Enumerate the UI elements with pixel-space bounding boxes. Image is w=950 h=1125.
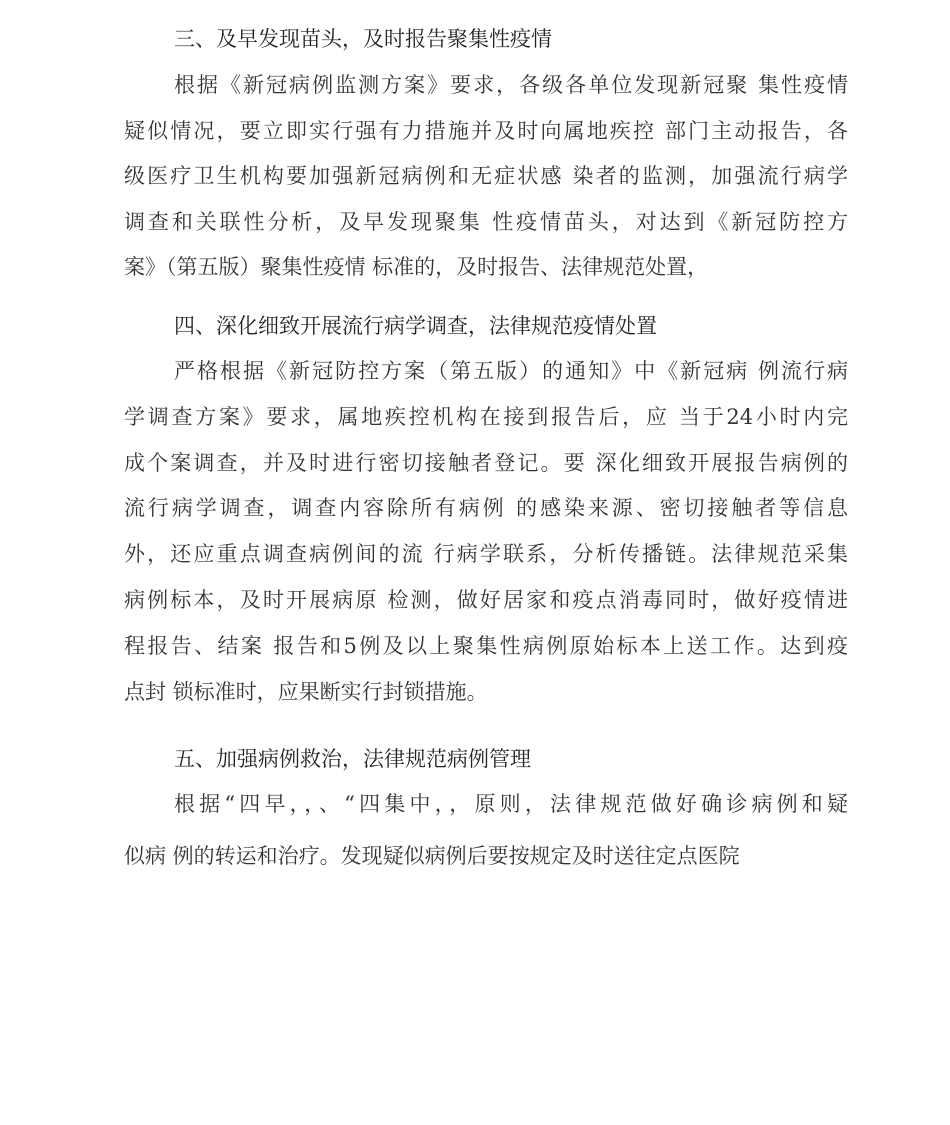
section-4-line-3: 成个案调查，并及时进行密切接触者登记。要 深化细致开展报告病例的 [124, 451, 848, 475]
section-3-line-5: 案》（第五版）聚集性疫情 标准的，及时报告、法律规范处置， [124, 255, 709, 279]
section-3-heading: 三、及早发现苗头，及时报告聚集性疫情 [174, 27, 552, 51]
section-4-line-6: 病例标本，及时开展病原 检测，做好居家和疫点消毒同时，做好疫情进 [124, 588, 848, 612]
section-5-heading: 五、加强病例救治，法律规范病例管理 [174, 747, 531, 771]
section-4-heading: 四、深化细致开展流行病学调查，法律规范疫情处置 [174, 314, 657, 338]
section-3-line-4: 调查和关联性分析，及早发现聚集 性疫情苗头，对达到《新冠防控方 [124, 210, 848, 234]
section-3-line-3: 级医疗卫生机构要加强新冠病例和无症状感 染者的监测，加强流行病学 [124, 164, 848, 188]
section-4-line-8: 点封 锁标准时，应果断实行封锁措施。 [124, 680, 488, 704]
section-4-line-5: 外，还应重点调查病例间的流 行病学联系，分析传播链。法律规范采集 [124, 542, 848, 566]
section-5-line-2: 似病 例的转运和治疗。发现疑似病例后要按规定及时送往定点医院 [124, 844, 740, 868]
section-5-line-1: 根据“四早，，、“四集中，，原则，法律规范做好确诊病例和疑 [174, 792, 848, 816]
section-3-line-2: 疑似情况，要立即实行强有力措施并及时向属地疾控 部门主动报告，各 [124, 119, 848, 143]
section-4-line-2: 学调查方案》要求，属地疾控机构在接到报告后，应 当于24小时内完 [124, 405, 848, 429]
section-4-line-4: 流行病学调查，调查内容除所有病例 的感染来源、密切接触者等信息 [124, 496, 848, 520]
section-3-line-1: 根据《新冠病例监测方案》要求，各级各单位发现新冠聚 集性疫情 [174, 73, 848, 97]
section-4-line-7: 程报告、结案 报告和5例及以上聚集性病例原始标本上送工作。达到疫 [124, 634, 848, 658]
section-4-line-1: 严格根据《新冠防控方案（第五版）的通知》中《新冠病 例流行病 [174, 359, 848, 383]
